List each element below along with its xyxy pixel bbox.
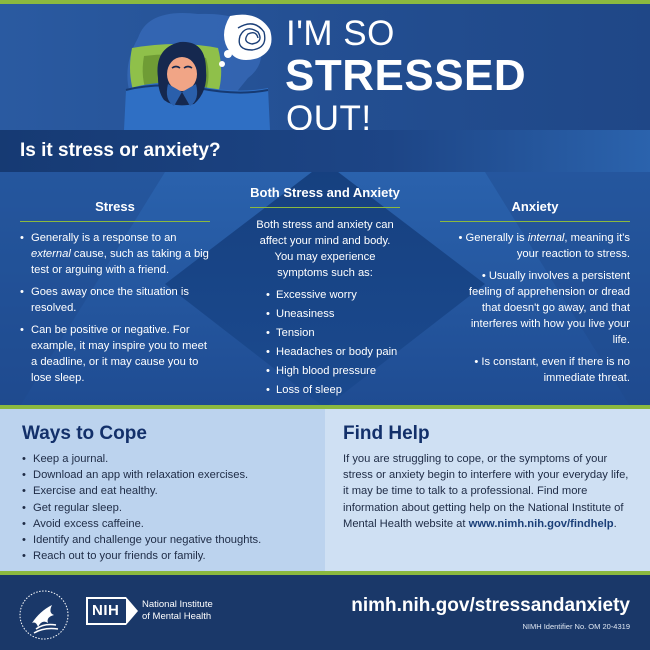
comparison-section: [0, 172, 650, 406]
help-tail: .: [613, 517, 617, 530]
both-intro: Both stress and anxiety can affect your mind and body. You may experience symptoms such as:: [256, 219, 394, 280]
page-title: [286, 16, 526, 130]
help-heading: Find Help: [343, 423, 430, 444]
publication-identifier: NIMH Identifier No. OM 20-4319: [522, 622, 630, 631]
list-item: • Uneasiness: [266, 307, 400, 323]
help-text: If you are struggling to cope, or the symptoms of your stress or anxiety begin to interfere with your everyday life, it may be time to talk to a professional. Find more information about getting help on the National Institute of Mental Health website at: [343, 453, 629, 530]
stress-column: [20, 198, 210, 393]
list-item: • Excessive worry: [266, 288, 400, 304]
item-emphasis: internal: [527, 232, 565, 245]
anxiety-list: [440, 231, 630, 386]
item-text: , meaning it's your reaction to stress.: [516, 232, 630, 261]
list-item: • Goes away once the situation is resolved.: [20, 285, 210, 317]
nih-institute-name: [142, 599, 252, 623]
nih-name-line-1: National Institute: [142, 599, 213, 610]
hhs-eagle-seal-icon: [18, 589, 70, 641]
list-item: • Get regular sleep.: [22, 500, 325, 516]
cope-heading: Ways to Cope: [22, 423, 147, 444]
item-text: cause, such as taking a big test or arguing with a friend.: [31, 248, 209, 277]
item-text: Generally is a response to an: [31, 232, 177, 245]
stress-heading: Stress: [20, 198, 210, 222]
question-heading: Is it stress or anxiety?: [20, 140, 221, 161]
both-column: [250, 184, 400, 402]
anxiety-heading: Anxiety: [440, 198, 630, 222]
list-item: • Is constant, even if there is no immediate threat.: [440, 355, 630, 387]
list-item: • Tension: [266, 326, 400, 342]
hero-banner: [0, 4, 650, 130]
list-item: • Can be positive or negative. For example, it may inspire you to meet a deadline, or it may cause you to lose sleep.: [20, 323, 210, 387]
list-item: • High blood pressure: [266, 364, 400, 380]
list-item: • Download an app with relaxation exercises.: [22, 467, 325, 483]
find-help-link[interactable]: www.nimh.nih.gov/findhelp: [468, 517, 614, 530]
list-item: [20, 231, 210, 279]
title-line-1: I'M SO: [286, 14, 395, 53]
title-line-3: OUT!: [286, 99, 372, 130]
footer: [0, 575, 650, 650]
help-body: [343, 451, 634, 532]
nih-name-line-2: of Mental Health: [142, 611, 212, 622]
item-text: Generally is: [465, 232, 528, 245]
stress-list: [20, 231, 210, 386]
list-item: • Loss of sleep: [266, 383, 400, 399]
item-emphasis: external: [31, 248, 71, 261]
anxiety-column: [440, 198, 630, 393]
title-line-2: STRESSED: [285, 51, 527, 100]
symptom-list: [250, 288, 400, 398]
list-item: [440, 231, 630, 263]
list-item: • Usually involves a persistent feeling of apprehension or dread that doesn't go away, and that interferes with how you live your life.: [440, 269, 630, 349]
cope-list: [22, 451, 325, 564]
list-item: • Headaches or body pain: [266, 345, 400, 361]
footer-url-link[interactable]: nimh.nih.gov/stressandanxiety: [351, 595, 630, 616]
stressed-person-illustration: [118, 8, 278, 130]
question-bar: [0, 130, 650, 172]
list-item: • Exercise and eat healthy.: [22, 483, 325, 499]
list-item: • Reach out to your friends or family.: [22, 548, 325, 564]
list-item: • Avoid excess caffeine.: [22, 516, 325, 532]
both-heading: Both Stress and Anxiety: [250, 184, 400, 208]
ways-to-cope-panel: [0, 409, 325, 571]
nih-badge: NIH: [86, 597, 126, 625]
find-help-panel: [325, 409, 650, 571]
list-item: • Identify and challenge your negative thoughts.: [22, 532, 325, 548]
list-item: • Keep a journal.: [22, 451, 325, 467]
